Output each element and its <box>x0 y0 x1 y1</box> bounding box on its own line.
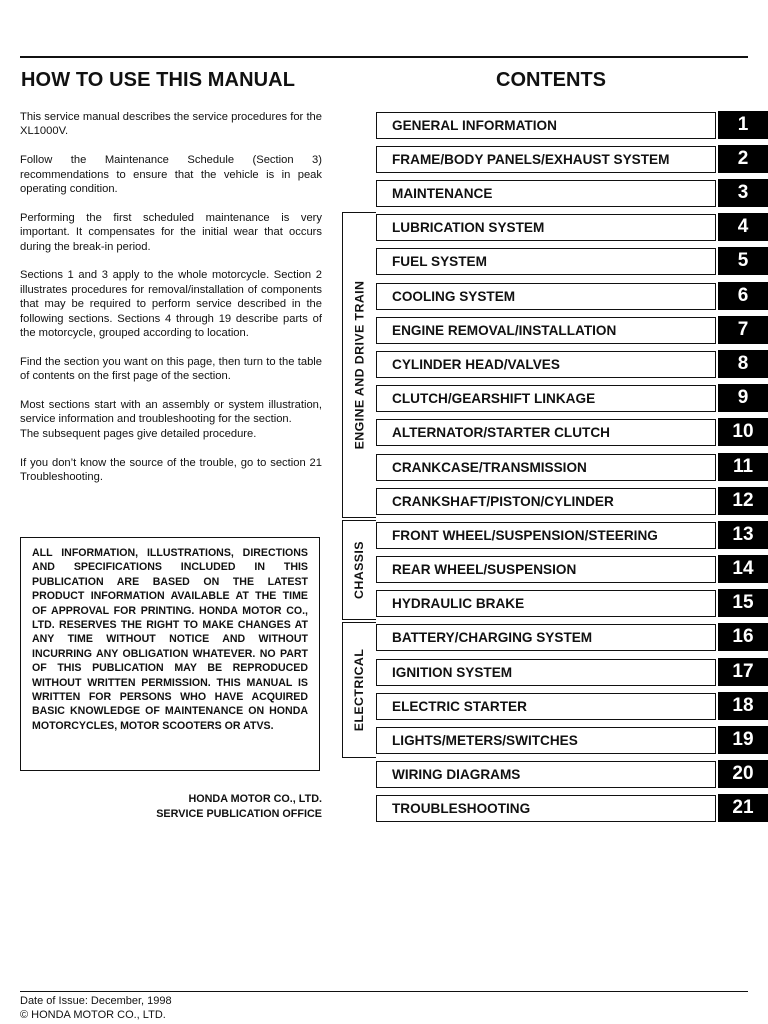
group-label-text: ENGINE AND DRIVE TRAIN <box>352 280 366 450</box>
contents-item-title: MAINTENANCE <box>392 186 493 201</box>
section-number-tab[interactable]: 11 <box>718 453 768 481</box>
intro-paragraph: Most sections start with an assembly or system illustration, service information and troubleshooting for the section. The subsequent pages give detailed procedure. <box>20 399 322 440</box>
intro-paragraph: Find the section you want on this page, then turn to the table of contents on the first page of the section. <box>20 355 322 383</box>
legal-notice-text: ALL INFORMATION, ILLUSTRATIONS, DIRECTIONS AND SPECIFICATIONS INCLUDED IN THIS PUBLICATION ARE BASED ON THE LATEST PRODUCT INFORMATION AVAILABLE AT THE TIME OF APPROVAL FOR PRINTING. HONDA MOTOR CO., LTD. RESERVES THE RIGHT TO MAKE CHANGES AT ANY TIME WITHOUT NOTICE AND WITHOUT INCURRING ANY OBLIGATION WHATEVER. NO PART OF THIS PUBLICATION MAY BE REPRODUCED WITHOUT WRITTEN PERMISSION. THIS MANUAL IS WRITTEN FOR PERSONS WHO HAVE ACQUIRED BASIC KNOWLEDGE OF MAINTENANCE ON HONDA MOTORCYCLES, MOTOR SCOOTERS OR ATVS. <box>32 547 308 732</box>
contents-item[interactable] <box>376 454 716 481</box>
contents-item-title: CRANKCASE/TRANSMISSION <box>392 460 587 475</box>
contents-item-title: CYLINDER HEAD/VALVES <box>392 357 560 372</box>
contents-item-title: WIRING DIAGRAMS <box>392 767 521 782</box>
section-number-tab[interactable]: 5 <box>718 247 768 275</box>
section-number-tab[interactable]: 10 <box>718 418 768 446</box>
contents-item-title: BATTERY/CHARGING SYSTEM <box>392 630 593 645</box>
contents-item-title: HYDRAULIC BRAKE <box>392 596 525 611</box>
contents-item-title: COOLING SYSTEM <box>392 289 516 304</box>
intro-paragraph: This service manual describes the service procedures for the XL1000V. <box>20 111 322 138</box>
group-label-text: ELECTRICAL <box>352 648 367 732</box>
bottom-rule <box>20 991 748 992</box>
contents-item[interactable] <box>376 659 716 686</box>
contents-item-title: ELECTRIC STARTER <box>392 699 527 714</box>
contents-item[interactable] <box>376 248 716 275</box>
section-number-tab[interactable]: 16 <box>718 623 768 651</box>
group-label <box>344 212 374 518</box>
contents-item[interactable] <box>376 283 716 310</box>
section-number-tab[interactable]: 13 <box>718 521 768 549</box>
contents-item[interactable] <box>376 180 716 207</box>
section-number-tab[interactable]: 4 <box>718 213 768 241</box>
intro-paragraph: Performing the first scheduled maintenance is very important. It compensates for the initial wear that occurs during the break-in period. <box>20 211 322 253</box>
contents-item-title: FUEL SYSTEM <box>392 254 487 269</box>
section-number-tab[interactable]: 12 <box>718 487 768 515</box>
contents-item-title: GENERAL INFORMATION <box>392 118 557 133</box>
contents-item[interactable] <box>376 693 716 720</box>
contents-item[interactable] <box>376 317 716 344</box>
contents-item[interactable] <box>376 112 716 139</box>
contents-item[interactable] <box>376 795 716 822</box>
contents-item-title: CLUTCH/GEARSHIFT LINKAGE <box>392 391 596 406</box>
contents-item[interactable] <box>376 214 716 241</box>
section-number-tab[interactable]: 7 <box>718 316 768 344</box>
group-label <box>344 622 374 758</box>
legal-notice-box <box>20 537 320 771</box>
contents-item[interactable] <box>376 522 716 549</box>
section-number-tab[interactable]: 2 <box>718 145 768 173</box>
section-number-tab[interactable]: 20 <box>718 760 768 788</box>
publisher-name: HONDA MOTOR CO., LTD. <box>188 793 322 805</box>
contents-title: CONTENTS <box>496 69 606 91</box>
intro-paragraph: Follow the Maintenance Schedule (Section 3) recommendations to ensure that the vehicle is in peak operating condition. <box>20 154 322 196</box>
contents-item[interactable] <box>376 556 716 583</box>
section-number-tab[interactable]: 6 <box>718 282 768 310</box>
contents-item-title: IGNITION SYSTEM <box>392 665 513 680</box>
section-number-tab[interactable]: 8 <box>718 350 768 378</box>
copyright: © HONDA MOTOR CO., LTD. <box>20 1009 166 1021</box>
group-label-text: CHASSIS <box>352 541 367 599</box>
contents-item[interactable] <box>376 351 716 378</box>
contents-item[interactable] <box>376 146 716 173</box>
contents-item-title: FRONT WHEEL/SUSPENSION/STEERING <box>392 528 658 543</box>
contents-item-title: TROUBLESHOOTING <box>392 801 531 816</box>
contents-item-title: REAR WHEEL/SUSPENSION <box>392 562 577 577</box>
contents-item[interactable] <box>376 488 716 515</box>
section-number-tab[interactable]: 18 <box>718 692 768 720</box>
section-number-tab[interactable]: 1 <box>718 111 768 139</box>
group-label <box>344 520 374 620</box>
intro-text <box>20 110 322 499</box>
issue-date: Date of Issue: December, 1998 <box>20 995 172 1007</box>
contents-item-title: ENGINE REMOVAL/INSTALLATION <box>392 323 617 338</box>
contents-item[interactable] <box>376 624 716 651</box>
contents-item[interactable] <box>376 761 716 788</box>
section-number-tab[interactable]: 19 <box>718 726 768 754</box>
top-rule <box>20 56 748 58</box>
contents-item-title: LIGHTS/METERS/SWITCHES <box>392 733 578 748</box>
contents-item-title: ALTERNATOR/STARTER CLUTCH <box>392 425 610 440</box>
section-number-tab[interactable]: 14 <box>718 555 768 583</box>
contents-item[interactable] <box>376 727 716 754</box>
section-number-tab[interactable]: 9 <box>718 384 768 412</box>
contents-item[interactable] <box>376 385 716 412</box>
intro-paragraph: Sections 1 and 3 apply to the whole motorcycle. Section 2 illustrates procedures for removal/installation of components that may be required to perform service described in the following sections. Sections 4 through 19 describe parts of the motorcycle, grouped according to location. <box>20 269 322 340</box>
footer <box>20 994 320 1022</box>
contents-item[interactable] <box>376 590 716 617</box>
publisher-office: SERVICE PUBLICATION OFFICE <box>156 808 322 820</box>
contents-item[interactable] <box>376 419 716 446</box>
intro-paragraph: If you don’t know the source of the trouble, go to section 21 Troubleshooting. <box>20 456 322 484</box>
section-number-tab[interactable]: 15 <box>718 589 768 617</box>
contents-item-title: FRAME/BODY PANELS/EXHAUST SYSTEM <box>392 152 670 167</box>
section-number-tab[interactable]: 3 <box>718 179 768 207</box>
contents-item-title: LUBRICATION SYSTEM <box>392 220 545 235</box>
publisher-block <box>100 792 322 822</box>
how-to-use-title: HOW TO USE THIS MANUAL <box>21 69 296 91</box>
contents-item-title: CRANKSHAFT/PISTON/CYLINDER <box>392 494 614 509</box>
section-number-tab[interactable]: 17 <box>718 658 768 686</box>
section-number-tab[interactable]: 21 <box>718 794 768 822</box>
